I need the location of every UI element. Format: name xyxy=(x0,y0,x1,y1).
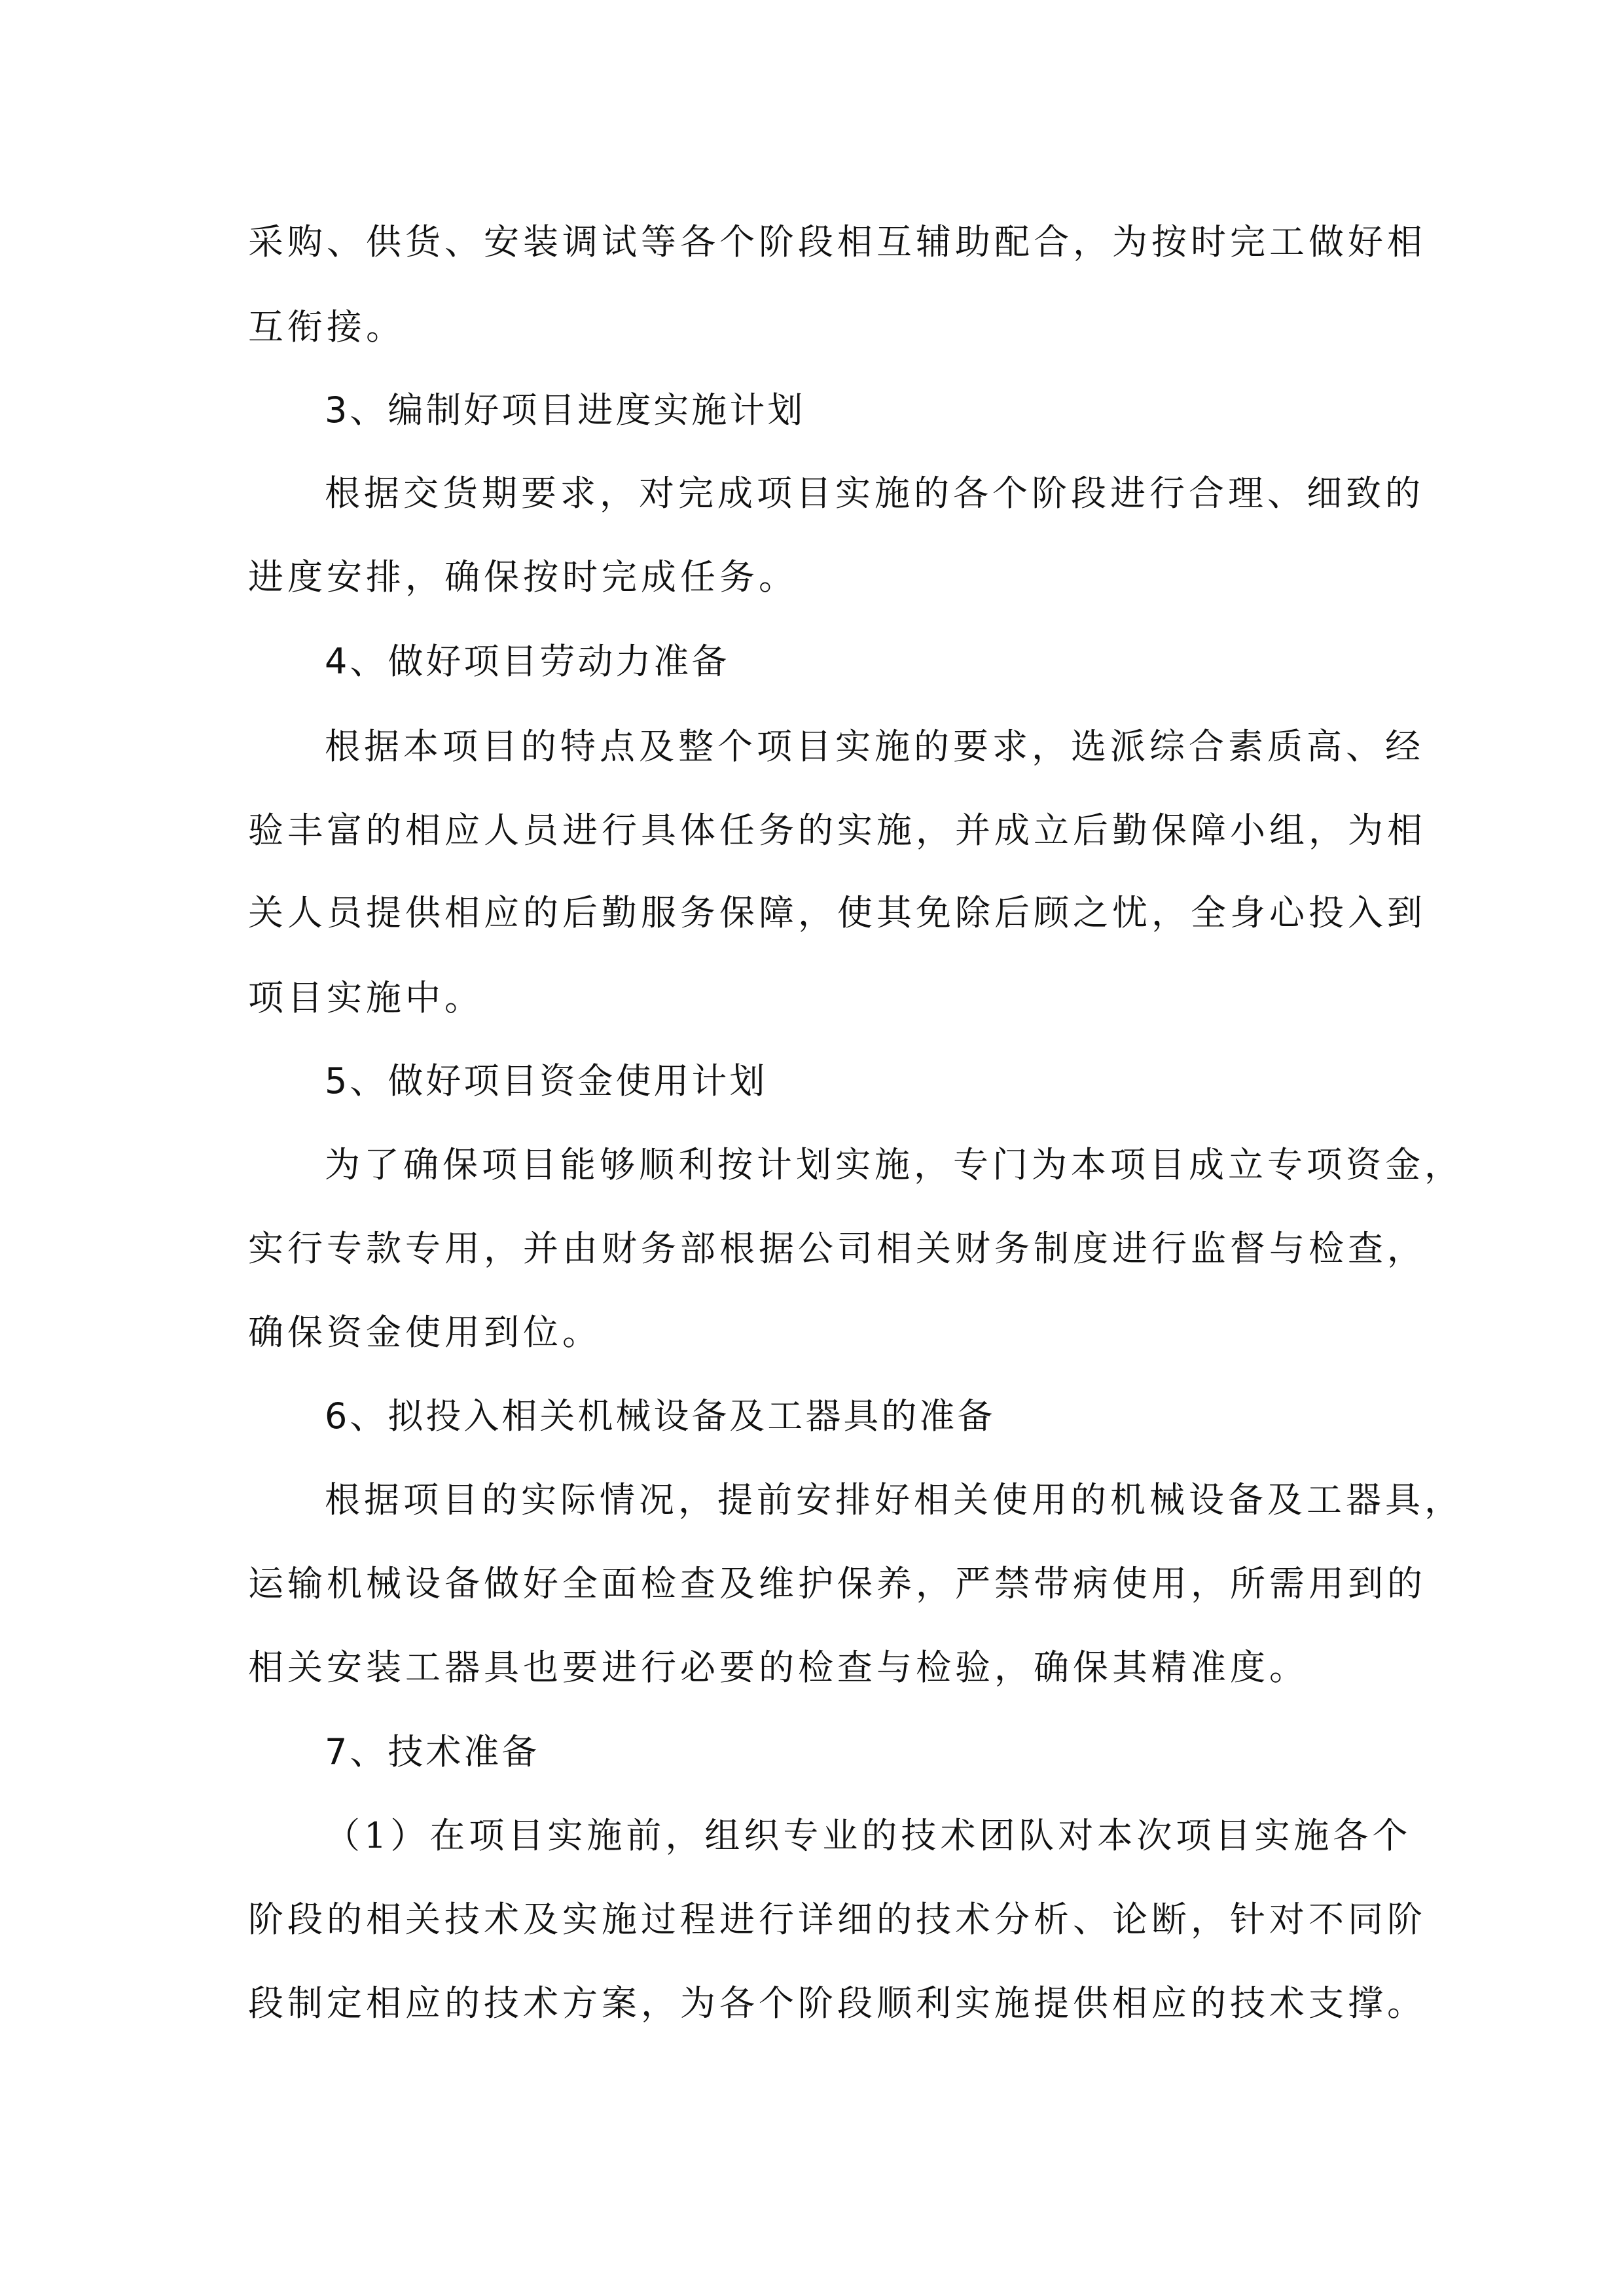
paragraph-line: 运输机械设备做好全面检查及维护保养，严禁带病使用，所需用到的 xyxy=(248,1563,1426,1604)
section-heading: 5、做好项目资金使用计划 xyxy=(325,1060,768,1102)
paragraph-line: 进度安排，确保按时完成任务。 xyxy=(248,556,798,598)
paragraph-line: 根据交货期要求，对完成项目实施的各个阶段进行合理、细致的 xyxy=(325,473,1424,514)
section-heading: 7、技术准备 xyxy=(325,1731,540,1772)
paragraph-line: 验丰富的相应人员进行具体任务的实施，并成立后勤保障小组，为相 xyxy=(248,810,1426,851)
section-heading: 3、编制好项目进度实施计划 xyxy=(325,389,806,431)
section-heading: 4、做好项目劳动力准备 xyxy=(325,641,730,682)
paragraph-line: 确保资金使用到位。 xyxy=(248,1312,602,1353)
paragraph-line: 相关安装工器具也要进行必要的检查与检验，确保其精准度。 xyxy=(248,1647,1308,1688)
paragraph-line: 段制定相应的技术方案，为各个阶段顺利实施提供相应的技术支撑。 xyxy=(248,1982,1426,2024)
section-heading: 6、拟投入相关机械设备及工器具的准备 xyxy=(325,1395,996,1437)
paragraph-line: 实行专款专用，并由财务部根据公司相关财务制度进行监督与检查， xyxy=(248,1228,1426,1269)
paragraph-line: 互衔接。 xyxy=(248,306,405,348)
paragraph-line: 采购、供货、安装调试等各个阶段相互辅助配合，为按时完工做好相 xyxy=(248,221,1426,262)
paragraph-line: （1）在项目实施前，组织专业的技术团队对本次项目实施各个 xyxy=(325,1815,1412,1856)
paragraph-line: 根据项目的实际情况，提前安排好相关使用的机械设备及工器具， xyxy=(325,1479,1464,1520)
paragraph-line: 项目实施中。 xyxy=(248,977,484,1018)
paragraph-line: 关人员提供相应的后勤服务保障，使其免除后顾之忧，全身心投入到 xyxy=(248,892,1426,933)
paragraph-line: 为了确保项目能够顺利按计划实施，专门为本项目成立专项资金， xyxy=(325,1144,1464,1185)
paragraph-line: 阶段的相关技术及实施过程进行详细的技术分析、论断，针对不同阶 xyxy=(248,1899,1426,1940)
paragraph-line: 根据本项目的特点及整个项目实施的要求，选派综合素质高、经 xyxy=(325,726,1424,767)
